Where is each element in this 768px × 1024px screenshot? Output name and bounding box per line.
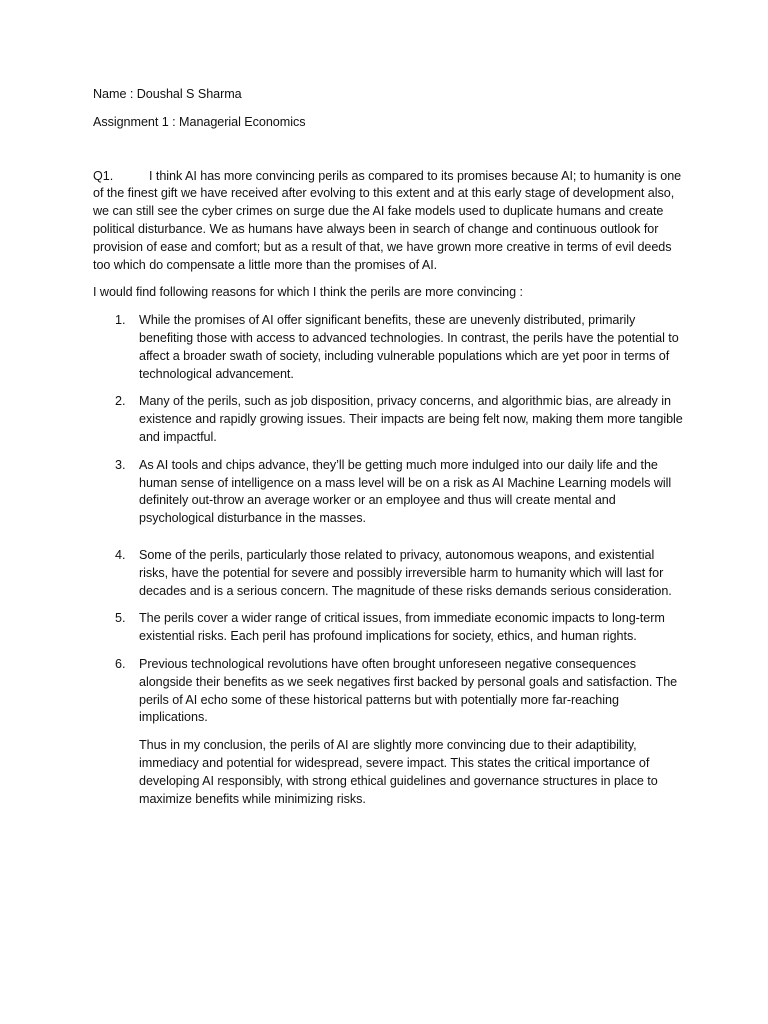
- student-name: Name : Doushal S Sharma: [93, 87, 242, 101]
- reason-item: [93, 457, 683, 528]
- reason-item: [93, 656, 683, 727]
- reason-item: [93, 547, 683, 600]
- reason-item: [93, 393, 683, 446]
- reason-item: [93, 312, 683, 383]
- reason-number: 4.: [115, 547, 126, 562]
- reason-number: 6.: [115, 656, 126, 671]
- reason-number: 2.: [115, 394, 126, 409]
- assignment-title: Assignment 1 : Managerial Economics: [93, 114, 306, 129]
- question-paragraph: [93, 168, 683, 275]
- reasons-intro: I would find following reasons for which I think the perils are more convincing :: [93, 285, 523, 300]
- reason-number: 3.: [115, 457, 126, 472]
- reason-number: 1.: [115, 313, 126, 328]
- question-text: I think AI has more convincing perils as compared to its promises because AI; to humanity is one of the finest gift we have received after evolving to this extent and at this early stage of development also, we can still see the cyber crimes on surge due the AI fake models used to duplicate humans and create political disturbance. We as humans have always been in search of change and continuous outlook for provision of ease and comfort; but as a result of that, we have grown more creative in terms of evil deeds too which do compensate a little more than the promises of AI.: [93, 168, 682, 272]
- reason-text: Many of the perils, such as job disposition, privacy concerns, and algorithmic bias, are already in existence and rapidly growing issues. Their impacts are being felt now, making them more tangible and impactful.: [139, 394, 683, 444]
- conclusion-paragraph: Thus in my conclusion, the perils of AI are slightly more convincing due to their adaptibility, immediacy and potential for widespread, severe impact. This states the critical importance of developing AI responsibly, with strong ethical guidelines and governance structures in place to maximize benefits while minimizing risks.: [139, 738, 658, 806]
- reasons-list: [93, 312, 683, 727]
- reason-number: 5.: [115, 611, 126, 626]
- reason-text: The perils cover a wider range of critical issues, from immediate economic impacts to long-term existential risks. Each peril has profound implications for society, ethics, and human rights.: [139, 611, 665, 644]
- document-page: [93, 86, 683, 808]
- question-label: Q1.: [93, 168, 114, 183]
- reason-text: Previous technological revolutions have often brought unforeseen negative consequences alongside their benefits as we seek negatives first backed by personal goals and satisfaction. The perils of AI echo some of these historical patterns but with potentially more far-reaching implications.: [139, 656, 678, 725]
- reason-text: Some of the perils, particularly those related to privacy, autonomous weapons, and existential risks, have the potential for severe and possibly irreversible harm to humanity which will last for decades and is a serious concern. The magnitude of these risks demands serious consideration.: [139, 547, 672, 598]
- reason-item: [93, 610, 683, 646]
- reason-text: As AI tools and chips advance, they’ll be getting much more indulged into our daily life and the human sense of intelligence on a mass level will be on a risk as AI Machine Learning models will definitely out-throw an average worker or an employee and thus will create mental and psychological disturbance in the masses.: [139, 457, 672, 526]
- reason-text: While the promises of AI offer significant benefits, these are unevenly distributed, primarily benefiting those with access to advanced technologies. In contrast, the perils have the potential to affect a broader swath of society, including vulnerable populations which are yet poor in terms of technological advancement.: [139, 313, 679, 381]
